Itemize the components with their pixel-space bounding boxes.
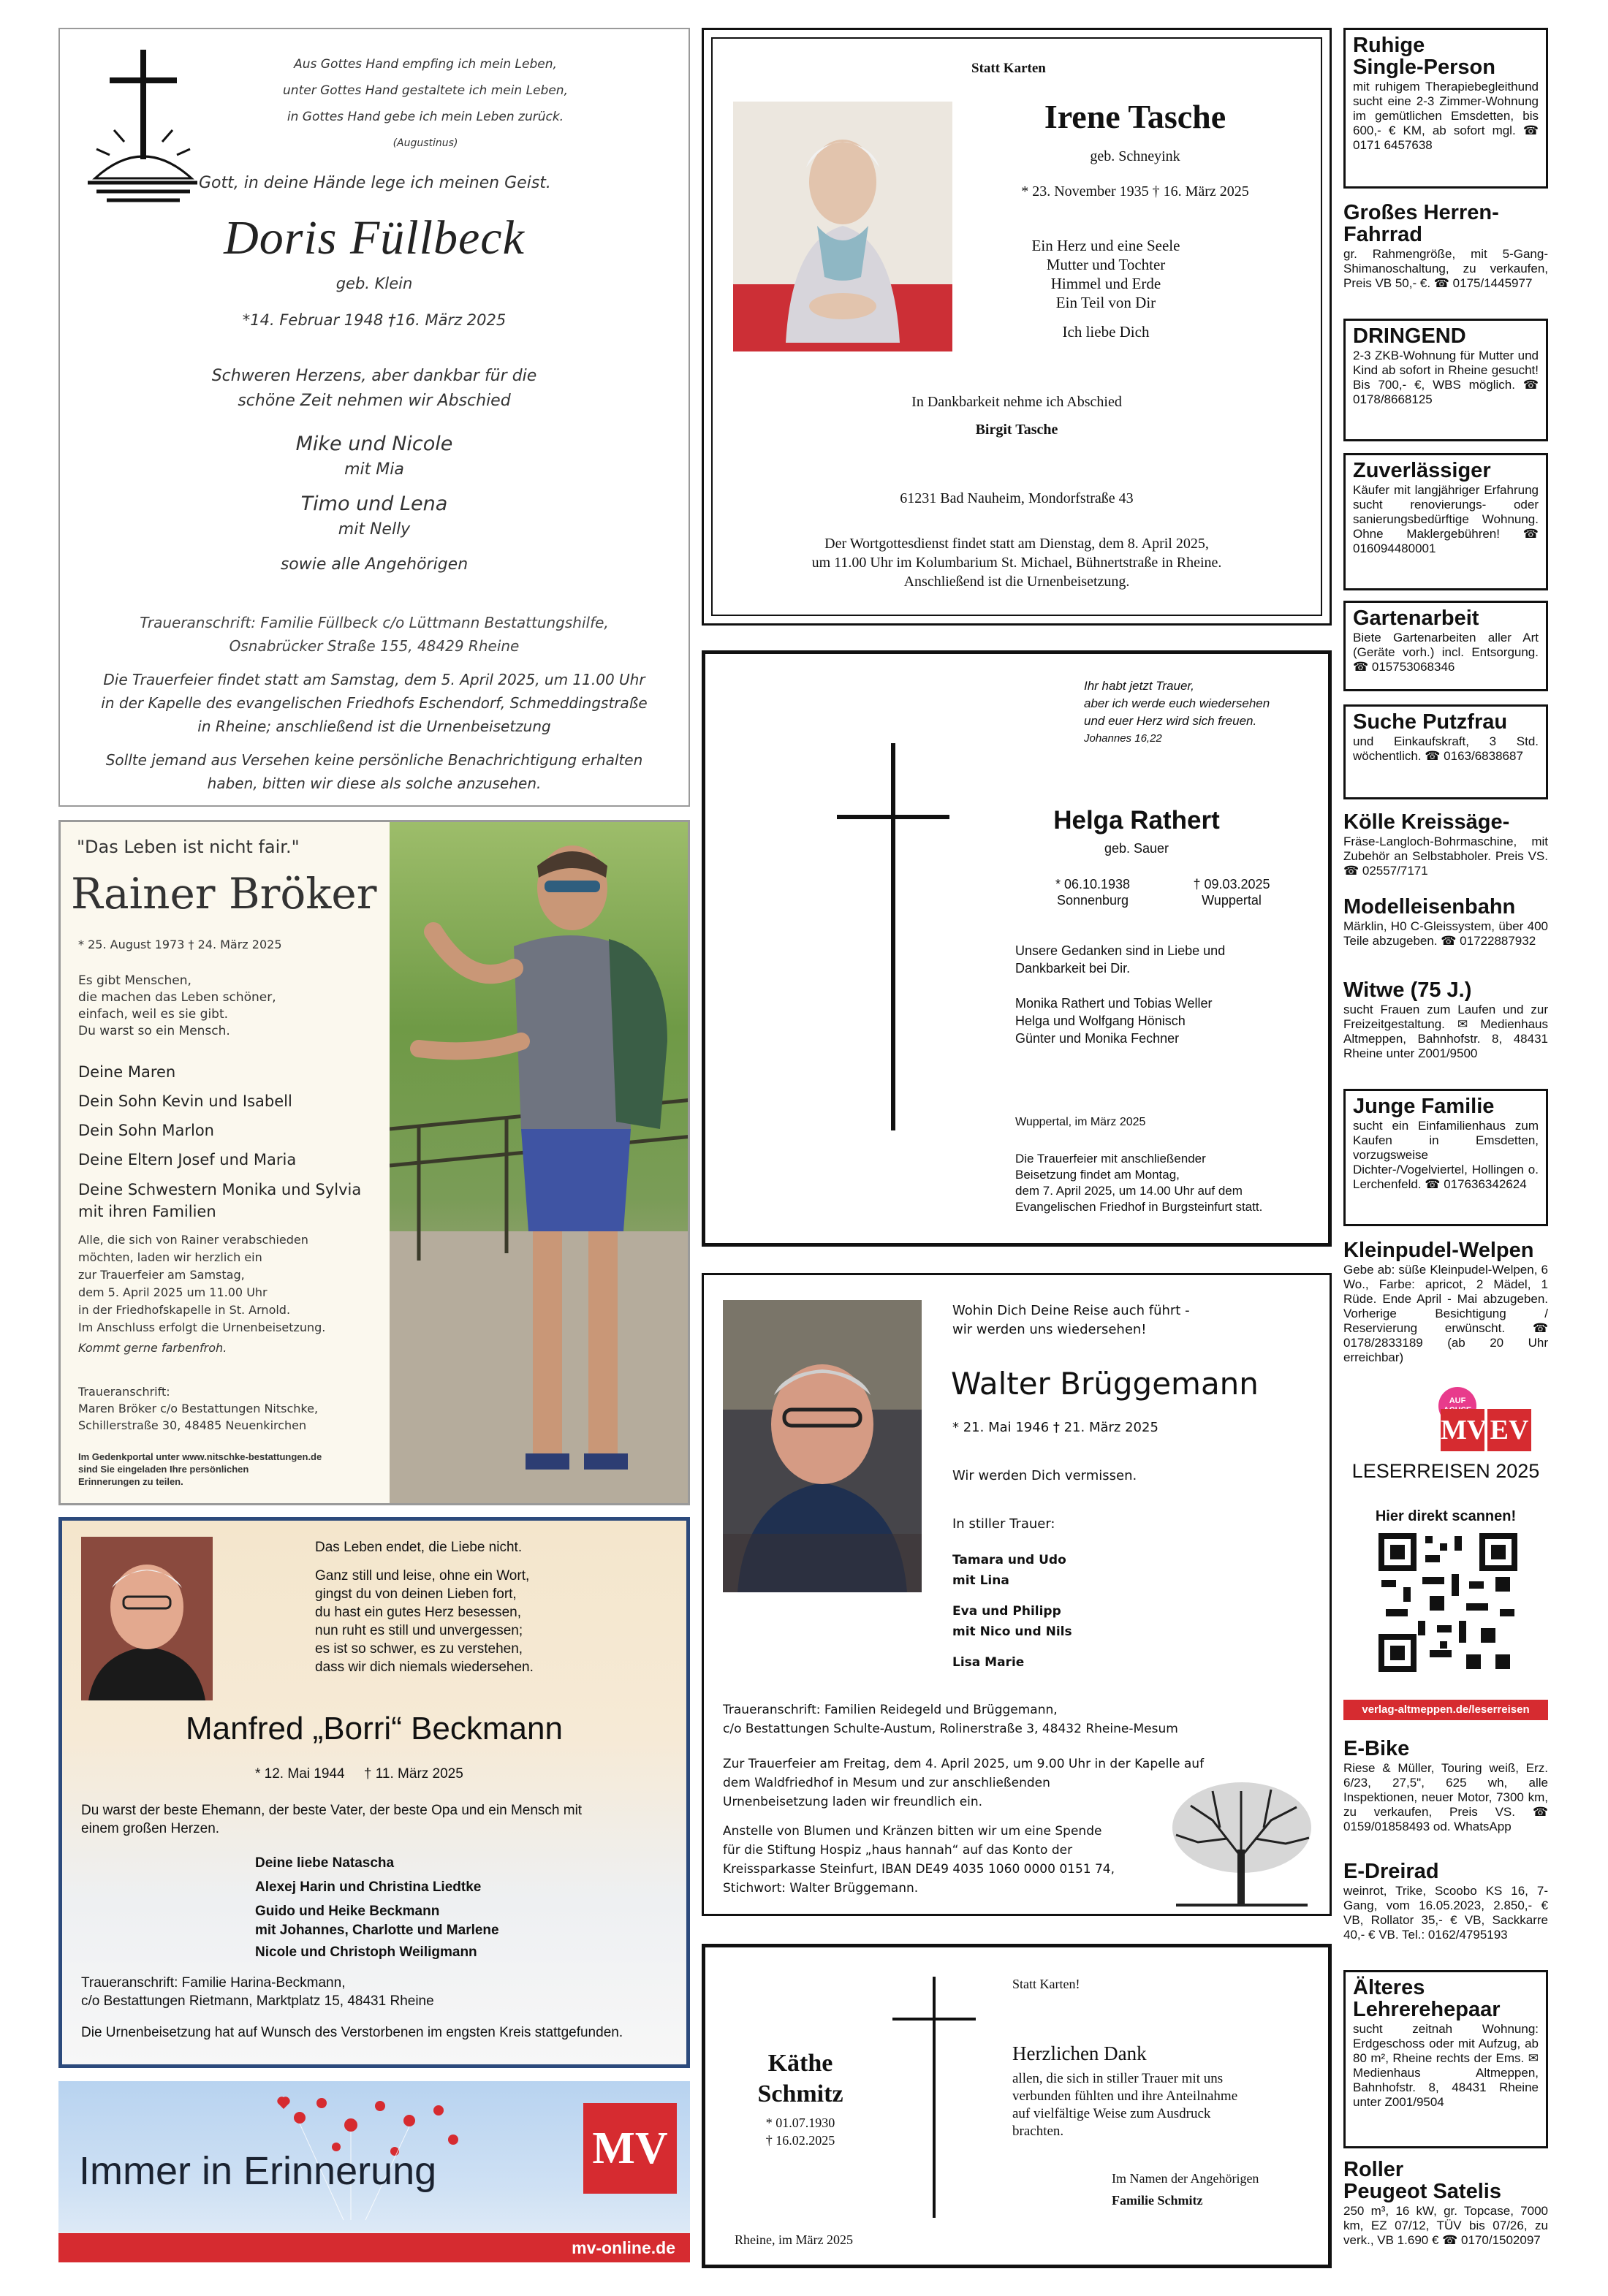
address-line: Maren Bröker c/o Bestattungen Nitschke, <box>78 1402 319 1415</box>
classified-title: DRINGEND <box>1353 324 1466 348</box>
poem-line: dass wir dich niemals wiedersehen. <box>315 1660 534 1675</box>
poem-line: Himmel und Erde <box>1050 275 1161 292</box>
poem-line: Ein Herz und eine Seele <box>1031 237 1180 254</box>
poem-line: Ein Teil von Dir <box>1055 294 1156 311</box>
family-sub: mit Nelly <box>338 520 411 539</box>
classified-ruhige-single-person[interactable] <box>1343 28 1548 189</box>
poem-line: nun ruht es still und unvergessen; <box>315 1623 523 1638</box>
family-member: Dein Sohn Kevin und Isabell <box>78 1092 292 1110</box>
portrait-photo <box>723 1300 922 1592</box>
portrait-photo <box>390 822 690 1505</box>
classified-text: sucht zeitnah Wohnung: Erdgeschoss oder mit Aufzug, ab 80 m², Rheine rechts der Ems. ✉ Medienhaus Altmeppen, Bahnhofstr. 8, 48431 Rheine unter Z001/9504 <box>1353 2022 1539 2109</box>
poem-line: Mutter und Tochter <box>1046 256 1166 273</box>
classified-title: Kölle Kreissäge- <box>1343 810 1510 834</box>
classified-title: Zuverlässiger <box>1353 459 1491 482</box>
classified-text: 2-3 ZKB-Wohnung für Mutter und Kind ab sofort in Rheine gesucht! Bis 700,- €, WBS möglich. ☎ 0178/8668125 <box>1353 349 1539 406</box>
deceased-name: Walter Brüggemann <box>951 1366 1259 1402</box>
header: Statt Karten <box>971 61 1046 76</box>
classified-herren-fahrrad[interactable] <box>1343 202 1548 311</box>
classified-koelle-kreissaege[interactable] <box>1343 811 1548 884</box>
address-line: Traueranschrift: <box>78 1385 170 1399</box>
ad-url[interactable]: mv-online.de <box>58 2233 690 2262</box>
obituary-walter-brueggemann <box>702 1273 1332 1916</box>
invite-line: Im Anschluss erfolgt die Urnenbeisetzung. <box>78 1320 326 1334</box>
promo-logo-mv: MV <box>1441 1409 1484 1451</box>
classified-roller-peugeot[interactable] <box>1343 2159 1548 2268</box>
quote-line: Wohin Dich Deine Reise auch führt - <box>952 1303 1190 1318</box>
classified-title: Gartenarbeit <box>1353 607 1479 630</box>
invite-line: in der Friedhofskapelle in St. Arnold. <box>78 1303 291 1317</box>
classified-e-dreirad[interactable] <box>1343 1860 1548 1960</box>
invite-line: Alle, die sich von Rainer verabschieden <box>78 1233 308 1247</box>
service-line: in Rheine; anschließend ist die Urnenbeisetzung <box>197 718 551 735</box>
service-line: dem Waldfriedhof in Mesum und zur anschließenden <box>723 1776 1050 1790</box>
ad-title: Immer in Erinnerung <box>79 2149 437 2193</box>
classified-title: Ruhige <box>1353 34 1425 57</box>
address-line: Osnabrücker Straße 155, 48429 Rheine <box>229 637 520 655</box>
quote-line: Ihr habt jetzt Trauer, <box>1084 679 1194 693</box>
deceased-name: Rainer Bröker <box>71 869 377 919</box>
thoughts-line: Unsere Gedanken sind in Liebe und <box>1015 943 1226 958</box>
classified-text: und Einkaufskraft, 3 Std. wöchentlich. ☎ 0163/6838687 <box>1353 734 1539 763</box>
family-member: Monika Rathert und Tobias Weller <box>1015 996 1213 1011</box>
deceased-name: Doris Füllbeck <box>224 211 525 265</box>
thoughts-line: Dankbarkeit bei Dir. <box>1015 961 1131 976</box>
classified-title: Älteres <box>1353 1976 1425 1999</box>
service-line: Anschließend ist die Urnenbeisetzung. <box>903 574 1130 590</box>
classified-text: mit ruhigem Therapiebegleithund sucht eine 2-3 Zimmer-Wohnung im gemütlichen Emsdetten, bis 600,- € KM, ab sofort mgl. ☎ 0171 6457638 <box>1353 80 1539 152</box>
family-name: Timo und Lena <box>300 493 448 515</box>
signer: Birgit Tasche <box>975 422 1058 438</box>
signer: Familie Schmitz <box>1112 2193 1203 2208</box>
family-member: Eva und Philipp <box>952 1604 1061 1619</box>
classified-title: Modelleisenbahn <box>1343 895 1516 919</box>
life-dates: * 12. Mai 1944 † 11. März 2025 <box>255 1766 463 1782</box>
promo-leserreisen[interactable] <box>1343 1387 1548 1727</box>
invite-line: dem 5. April 2025 um 11.00 Uhr <box>78 1285 268 1299</box>
farewell-line: Schweren Herzens, aber dankbar für die <box>211 367 537 385</box>
promo-badge: AUF <box>1438 1387 1476 1425</box>
service-line: um 11.00 Uhr im Kolumbarium St. Michael, Bühnertstraße in Rheine. <box>811 555 1222 571</box>
classified-text: gr. Rahmengröße, mit 5-Gang-Shimanoschaltung, zu verkaufen, Preis VB 50,- €. ☎ 0175/1445977 <box>1343 247 1548 290</box>
classified-title: Lehrerehepaar <box>1353 1998 1501 2021</box>
classified-e-bike[interactable] <box>1343 1738 1548 1852</box>
classified-title: Single-Person <box>1353 56 1495 79</box>
portrait-photo <box>81 1537 213 1700</box>
classified-title: Fahrrad <box>1343 223 1422 246</box>
family-member: mit ihren Familien <box>78 1203 216 1220</box>
portal-line: Im Gedenkportal unter www.nitschke-bestattungen.de <box>78 1451 322 1462</box>
family-member: Deine Maren <box>78 1063 176 1081</box>
classified-junge-familie[interactable] <box>1343 1089 1548 1226</box>
classified-title: Junge Familie <box>1353 1095 1495 1118</box>
classified-zuverlaessiger[interactable] <box>1343 453 1548 590</box>
poem-line: in Gottes Hand gebe ich mein Leben zurück. <box>287 110 564 124</box>
service-line: Urnenbeisetzung laden wir freundlich ein. <box>723 1795 983 1809</box>
birth-date: * 01.07.1930 <box>765 2116 835 2130</box>
family-member: Dein Sohn Marlon <box>78 1122 214 1139</box>
poem-line: einfach, weil es sie gibt. <box>78 1007 229 1022</box>
service-line: in der Kapelle des evangelischen Friedhofs Eschendorf, Schmeddingstraße <box>101 694 648 712</box>
poem-line: Das Leben endet, die Liebe nicht. <box>315 1540 523 1555</box>
classified-text: sucht Frauen zum Laufen und zur Freizeitgestaltung. ✉ Medienhaus Altmeppen, Bahnhofstr. 8, 48431 Rheine unter Z001/9500 <box>1343 1003 1548 1060</box>
note-line: Sollte jemand aus Versehen keine persönliche Benachrichtigung erhalten <box>105 751 643 769</box>
obituary-helga-rathert <box>702 650 1332 1247</box>
poem-line: es ist so schwer, es zu verstehen, <box>315 1641 523 1657</box>
deceased-name: Manfred „Borri“ Beckmann <box>186 1711 563 1746</box>
poem-line: unter Gottes Hand gestaltete ich mein Leben, <box>283 83 568 98</box>
classified-text: weinrot, Trike, Scoobo KS 16, 7-Gang, vom 16.05.2023, 2.850,- € VB, Rollator 35,- € VB, Sackkarre 40,- € VB. Tel.: 0162/4795193 <box>1343 1884 1548 1942</box>
quote-line: aber ich werde euch wiedersehen <box>1084 696 1270 710</box>
promo-title: LESERREISEN 2025 <box>1351 1460 1540 1482</box>
classified-title: Peugeot Satelis <box>1343 2180 1501 2203</box>
classified-title: Roller <box>1343 2158 1404 2181</box>
tribute-line: Du warst der beste Ehemann, der beste Vater, der beste Opa und ein Mensch mit <box>81 1803 583 1818</box>
service-line: Die Trauerfeier mit anschließender <box>1015 1152 1206 1166</box>
classified-dringend[interactable] <box>1343 319 1548 441</box>
donation-line: Stichwort: Walter Brüggemann. <box>723 1881 919 1896</box>
obituary-rainer-broeker <box>58 820 690 1505</box>
address-line: c/o Bestattungen Schulte-Austum, Rolinerstraße 3, 48432 Rheine-Mesum <box>723 1722 1178 1736</box>
place-date: Rheine, im März 2025 <box>735 2232 853 2247</box>
nee: geb. Schneyink <box>1090 148 1180 164</box>
invite-line: zur Trauerfeier am Samstag, <box>78 1268 245 1282</box>
classified-text: Fräse-Langloch-Bohrmaschine, mit Zubehör an Selbstabholer. Preis VS. ☎ 02557/7171 <box>1343 835 1548 878</box>
classified-title: Kleinpudel-Welpen <box>1343 1239 1534 1262</box>
poem-author: (Augustinus) <box>392 137 458 149</box>
classified-title: Witwe (75 J.) <box>1343 978 1472 1002</box>
deceased-name: Irene Tasche <box>1044 98 1226 135</box>
life-dates: * 23. November 1935 † 16. März 2025 <box>1021 183 1249 199</box>
poem-line: Aus Gottes Hand empfing ich mein Leben, <box>294 57 557 72</box>
address: 61231 Bad Nauheim, Mondorfstraße 43 <box>900 490 1134 506</box>
quote: "Das Leben ist nicht fair." <box>77 837 300 857</box>
quote-line: und euer Herz wird sich freuen. <box>1084 714 1257 728</box>
cross-icon <box>892 1977 980 2218</box>
classified-gartenarbeit[interactable] <box>1343 601 1548 691</box>
deceased-first-name: Käthe <box>767 2050 833 2077</box>
miss-line: Wir werden Dich vermissen. <box>952 1468 1137 1483</box>
address-line: Traueranschrift: Familie Harina-Beckmann, <box>81 1975 346 1991</box>
portal-line: Erinnerungen zu teilen. <box>78 1476 183 1487</box>
cross-icon <box>837 743 954 1130</box>
service-line: Evangelischen Friedhof in Burgsteinfurt statt. <box>1015 1200 1263 1214</box>
poem-line: gingst du von deinen Lieben fort, <box>315 1586 517 1602</box>
thanks: In Dankbarkeit nehme ich Abschied <box>911 394 1122 410</box>
donation-line: für die Stiftung Hospiz „haus hannah“ auf das Konto der <box>723 1843 1073 1858</box>
family-member: Deine Eltern Josef und Maria <box>78 1151 297 1168</box>
poem-line: Ganz still und leise, ohne ein Wort, <box>315 1568 530 1584</box>
death-date: † 09.03.2025 <box>1193 877 1270 892</box>
classified-title: E-Bike <box>1343 1737 1410 1760</box>
family-member: Helga und Wolfgang Hönisch <box>1015 1014 1186 1028</box>
service-line: Beisetzung findet am Montag, <box>1015 1168 1180 1182</box>
family-member: Guido und Heike Beckmann <box>255 1904 440 1919</box>
thanks-line: allen, die sich in stiller Trauer mit uns <box>1012 2071 1224 2086</box>
classified-witwe[interactable] <box>1343 979 1548 1082</box>
classified-title: E-Dreirad <box>1343 1860 1439 1883</box>
promo-scan: Hier direkt scannen! <box>1375 1508 1517 1524</box>
obituary-kaethe-schmitz <box>702 1944 1332 2268</box>
family-member: Deine liebe Natascha <box>255 1855 395 1871</box>
classified-text: Käufer mit langjähriger Erfahrung sucht renovierungs- oder sanierungsbedürftige Wohnung. Ohne Maklergebühren! ☎ 016094480001 <box>1353 483 1539 555</box>
thanks-line: brachten. <box>1012 2124 1064 2139</box>
family-sub: mit Mia <box>344 460 404 479</box>
classified-suche-putzfrau[interactable] <box>1343 704 1548 799</box>
classified-text: Märklin, H0 C-Gleissystem, über 400 Teile abzugeben. ☎ 01722887932 <box>1343 919 1548 948</box>
obituary-doris-fuellbeck <box>58 28 690 807</box>
tribute-line: einem großen Herzen. <box>81 1821 220 1836</box>
portrait-illustration <box>81 1537 213 1700</box>
classified-modelleisenbahn[interactable] <box>1343 896 1548 969</box>
invite-line: möchten, laden wir herzlich ein <box>78 1250 262 1264</box>
love-line: Ich liebe Dich <box>1062 323 1150 341</box>
family-member: mit Lina <box>952 1573 1009 1588</box>
address-line: Schillerstraße 30, 48485 Neuenkirchen <box>78 1418 307 1432</box>
life-dates: * 21. Mai 1946 † 21. März 2025 <box>952 1420 1158 1435</box>
address-line: Traueranschrift: Familien Reidegeld und Brüggemann, <box>723 1703 1058 1717</box>
poem-line: Du warst so ein Mensch. <box>78 1024 230 1038</box>
thanks-title: Herzlichen Dank <box>1012 2042 1147 2064</box>
cross-sunrise-icon <box>80 39 212 215</box>
dress-code: Kommt gerne farbenfroh. <box>78 1341 227 1355</box>
nee: geb. Klein <box>335 275 413 292</box>
family-member: Lisa Marie <box>952 1655 1025 1670</box>
classified-title: Großes Herren- <box>1343 201 1499 224</box>
family-name: Mike und Nicole <box>295 433 453 455</box>
family-member: Deine Schwestern Monika und Sylvia <box>78 1181 362 1198</box>
deceased-last-name: Schmitz <box>757 2080 843 2107</box>
thanks-line: verbunden fühlten und ihre Anteilnahme <box>1012 2088 1238 2104</box>
promo-logo-ev: EV <box>1487 1409 1531 1451</box>
birth-date: * 06.10.1938 <box>1055 877 1131 892</box>
classified-title: Suche Putzfrau <box>1353 710 1508 734</box>
mourning-label: In stiller Trauer: <box>952 1516 1055 1532</box>
service-line: Zur Trauerfeier am Freitag, dem 4. April 2025, um 9.00 Uhr in der Kapelle auf <box>723 1757 1205 1771</box>
service-line: dem 7. April 2025, um 14.00 Uhr auf dem <box>1015 1184 1243 1198</box>
classified-text: 250 m³, 16 kW, gr. Topcase, 7000 km, EZ 07/12, TÜV bis 07/26, zu verk., VB 1.690 € ☎ 0170/1502097 <box>1343 2204 1548 2247</box>
nee: geb. Sauer <box>1104 841 1169 856</box>
classified-text: Gebe ab: süße Kleinpudel-Welpen, 6 Wo., Farbe: apricot, 2 Mädel, 1 Rüde. Ende April - Mai abzugeben. Vorherige Besichtigung / Reservierung erwünscht. ☎ 0178/2833189 (ab 20 Uhr erreichbar) <box>1343 1263 1548 1364</box>
portrait-illustration <box>723 1300 922 1592</box>
promo-url[interactable]: verlag-altmeppen.de/leserreisen <box>1343 1700 1548 1720</box>
classified-lehrerehepaar[interactable] <box>1343 1970 1548 2148</box>
death-date: † 16.02.2025 <box>765 2133 835 2148</box>
deceased-name: Helga Rathert <box>1053 806 1220 835</box>
classified-text: sucht ein Einfamilienhaus zum Kaufen in Emsdetten, vorzugsweise Dichter-/Vogelviertel, Hollingen o. Lerchenfeld. ☎ 017636342624 <box>1353 1119 1539 1191</box>
farewell-line: schöne Zeit nehmen wir Abschied <box>238 392 511 410</box>
portal-line: sind Sie eingeladen Ihre persönlichen <box>78 1464 249 1475</box>
family-member: Alexej Harin und Christina Liedtke <box>255 1879 482 1895</box>
family-member: Nicole und Christoph Weiligmann <box>255 1945 477 1960</box>
burial-note: Die Urnenbeisetzung hat auf Wunsch des Verstorbenen im engsten Kreis stattgefunden. <box>81 2025 623 2040</box>
family-member: Tamara und Udo <box>952 1553 1066 1567</box>
promo-logo <box>1438 1409 1533 1451</box>
family-member: mit Nico und Nils <box>952 1624 1072 1639</box>
ad-immer-in-erinnerung[interactable] <box>58 2081 690 2262</box>
birth-place: Sonnenburg <box>1056 893 1129 908</box>
life-dates: * 25. August 1973 † 24. März 2025 <box>78 938 282 951</box>
header: Statt Karten! <box>1012 1977 1080 1991</box>
poem-line: Es gibt Menschen, <box>78 973 191 988</box>
quote-line: wir werden uns wiedersehen! <box>952 1322 1147 1337</box>
life-dates: *14. Februar 1948 †16. März 2025 <box>242 311 507 329</box>
classified-kleinpudel-welpen[interactable] <box>1343 1239 1548 1368</box>
poem-line: du hast ein gutes Herz besessen, <box>315 1605 522 1620</box>
verse: Gott, in deine Hände lege ich meinen Geist. <box>199 174 551 192</box>
quote-ref: Johannes 16,22 <box>1084 732 1162 745</box>
death-place: Wuppertal <box>1202 893 1262 908</box>
note-line: haben, bitten wir diese als solche anzusehen. <box>207 775 542 792</box>
obituary-manfred-beckmann <box>58 1517 690 2068</box>
service-line: Der Wortgottesdienst findet statt am Dienstag, dem 8. April 2025, <box>824 536 1209 552</box>
thanks-line: auf vielfältige Weise zum Ausdruck <box>1012 2106 1211 2121</box>
donation-line: Kreissparkasse Steinfurt, IBAN DE49 4035 1060 0000 0151 74, <box>723 1862 1115 1877</box>
on-behalf: Im Namen der Angehörigen <box>1112 2171 1259 2186</box>
tree-icon <box>1169 1776 1315 1908</box>
donation-line: Anstelle von Blumen und Kränzen bitten wir um eine Spende <box>723 1824 1102 1839</box>
place-date: Wuppertal, im März 2025 <box>1015 1116 1146 1128</box>
classified-text: Biete Gartenarbeiten aller Art (Geräte vorh.) incl. Entsorgung. ☎ 015753068346 <box>1353 631 1539 674</box>
address-line: Traueranschrift: Familie Füllbeck c/o Lüttmann Bestattungshilfe, <box>140 614 609 631</box>
portrait-photo <box>733 102 952 351</box>
portrait-illustration <box>733 102 952 351</box>
poem-line: die machen das Leben schöner, <box>78 990 276 1005</box>
relatives: sowie alle Angehörigen <box>280 555 469 574</box>
portrait-illustration <box>390 822 690 1505</box>
classified-text: Riese & Müller, Touring weiß, Erz. 6/23, 27,5", 625 wh, alle Inspektionen, neuer Motor, 7300 km, zu verkaufen, Preis VS. ☎ 0159/01858493 od. WhatsApp <box>1343 1761 1548 1833</box>
service-line: Die Trauerfeier findet statt am Samstag, dem 5. April 2025, um 11.00 Uhr <box>103 671 645 688</box>
address-line: c/o Bestattungen Rietmann, Marktplatz 15, 48431 Rheine <box>81 1993 434 2009</box>
qr-code-icon[interactable] <box>1378 1533 1517 1672</box>
family-member: mit Johannes, Charlotte und Marlene <box>255 1923 499 1938</box>
family-member: Günter und Monika Fechner <box>1015 1031 1180 1046</box>
obituary-irene-tasche <box>702 28 1332 626</box>
mv-logo: MV <box>583 2103 677 2194</box>
